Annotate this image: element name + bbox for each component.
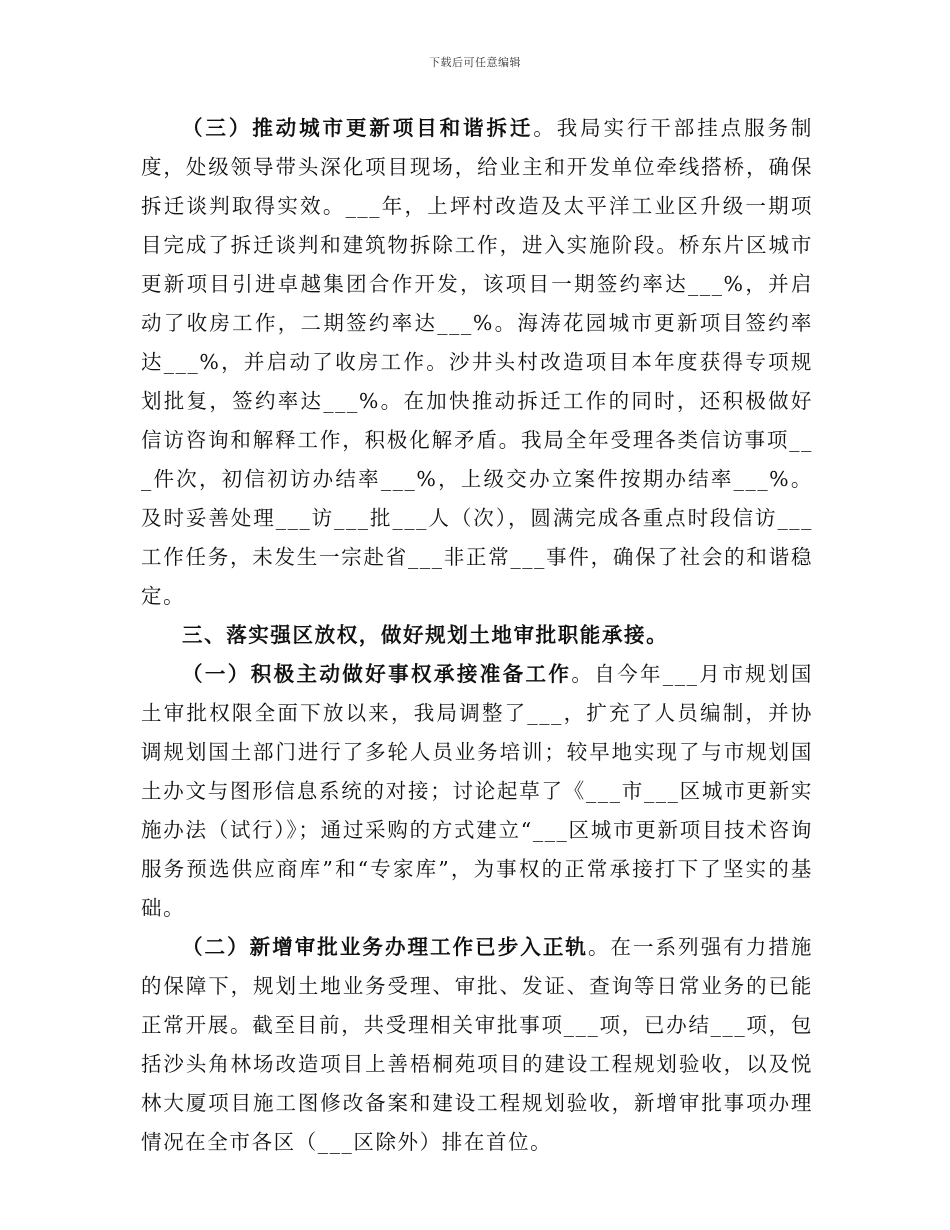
header-note: 下载后可任意编辑 — [429, 56, 521, 69]
paragraph-authority-preparation — [141, 655, 813, 928]
paragraph-approval-business — [141, 928, 813, 1162]
paragraph-text: 。我局实行干部挂点服务制度，处级领导带头深化项目现场，给业主和开发单位牵线搭桥，确保拆迁谈判取得实效。___年，上坪村改造及太平洋工业区升级一期项目完成了拆迁谈判和建筑物拆除工作，进入实施阶段。桥东片区城市更新项目引进卓越集团合作开发，该项目一期签约率达___%，并启动了收房工作，二期签约率达___%。海涛花园城市更新项目签约率达___%，并启动了收房工作。沙井头村改造项目本年度获得专项规划批复，签约率达___%。在加快推动拆迁工作的同时，还积极做好信访咨询和解释工作，积极化解矛盾。我局全年受理各类信访事项___件次，初信初访办结率___%，上级交办立案件按期办结率___%。及时妥善处理___访___批___人（次），圆满完成各重点时段信访___工作任务，未发生一宗赴省___非正常___事件，确保了社会的和谐稳定。 — [141, 116, 814, 608]
paragraph-lead-heading: （二）新增审批业务办理工作已步入正轨 — [182, 935, 588, 959]
paragraph-text: 。在一系列强有力措施的保障下，规划土地业务受理、审批、发证、查询等日常业务的已能正常开展。截至目前，共受理相关审批事项___项，已办结___项，包括沙头角林场改造项目上善梧桐苑项目的建设工程规划验收，以及悦林大厦项目施工图修改备案和建设工程规划验收，新增审批事项办理情况在全市各区（___区除外）排在首位。 — [141, 935, 813, 1154]
section-heading-3: 三、落实强区放权，做好规划土地审批职能承接。 — [182, 623, 669, 647]
document-body — [141, 109, 813, 1162]
paragraph-lead-heading: （一）积极主动做好事权承接准备工作 — [182, 662, 572, 686]
paragraph-lead-heading: （三）推动城市更新项目和谐拆迁 — [182, 116, 534, 140]
paragraph-urban-renewal-demolition — [141, 109, 813, 616]
paragraph-text: 。自今年___月市规划国土审批权限全面下放以来，我局调整了___，扩充了人员编制，并协调规划国土部门进行了多轮人员业务培训；较早地实现了与市规划国土办文与图形信息系统的对接；讨论起草了《___市___区城市更新实施办法（试行）》；通过采购的方式建立“___区城市更新项目技术咨询服务预选供应商库”和“专家库”，为事权的正常承接打下了坚实的基础。 — [141, 662, 813, 920]
